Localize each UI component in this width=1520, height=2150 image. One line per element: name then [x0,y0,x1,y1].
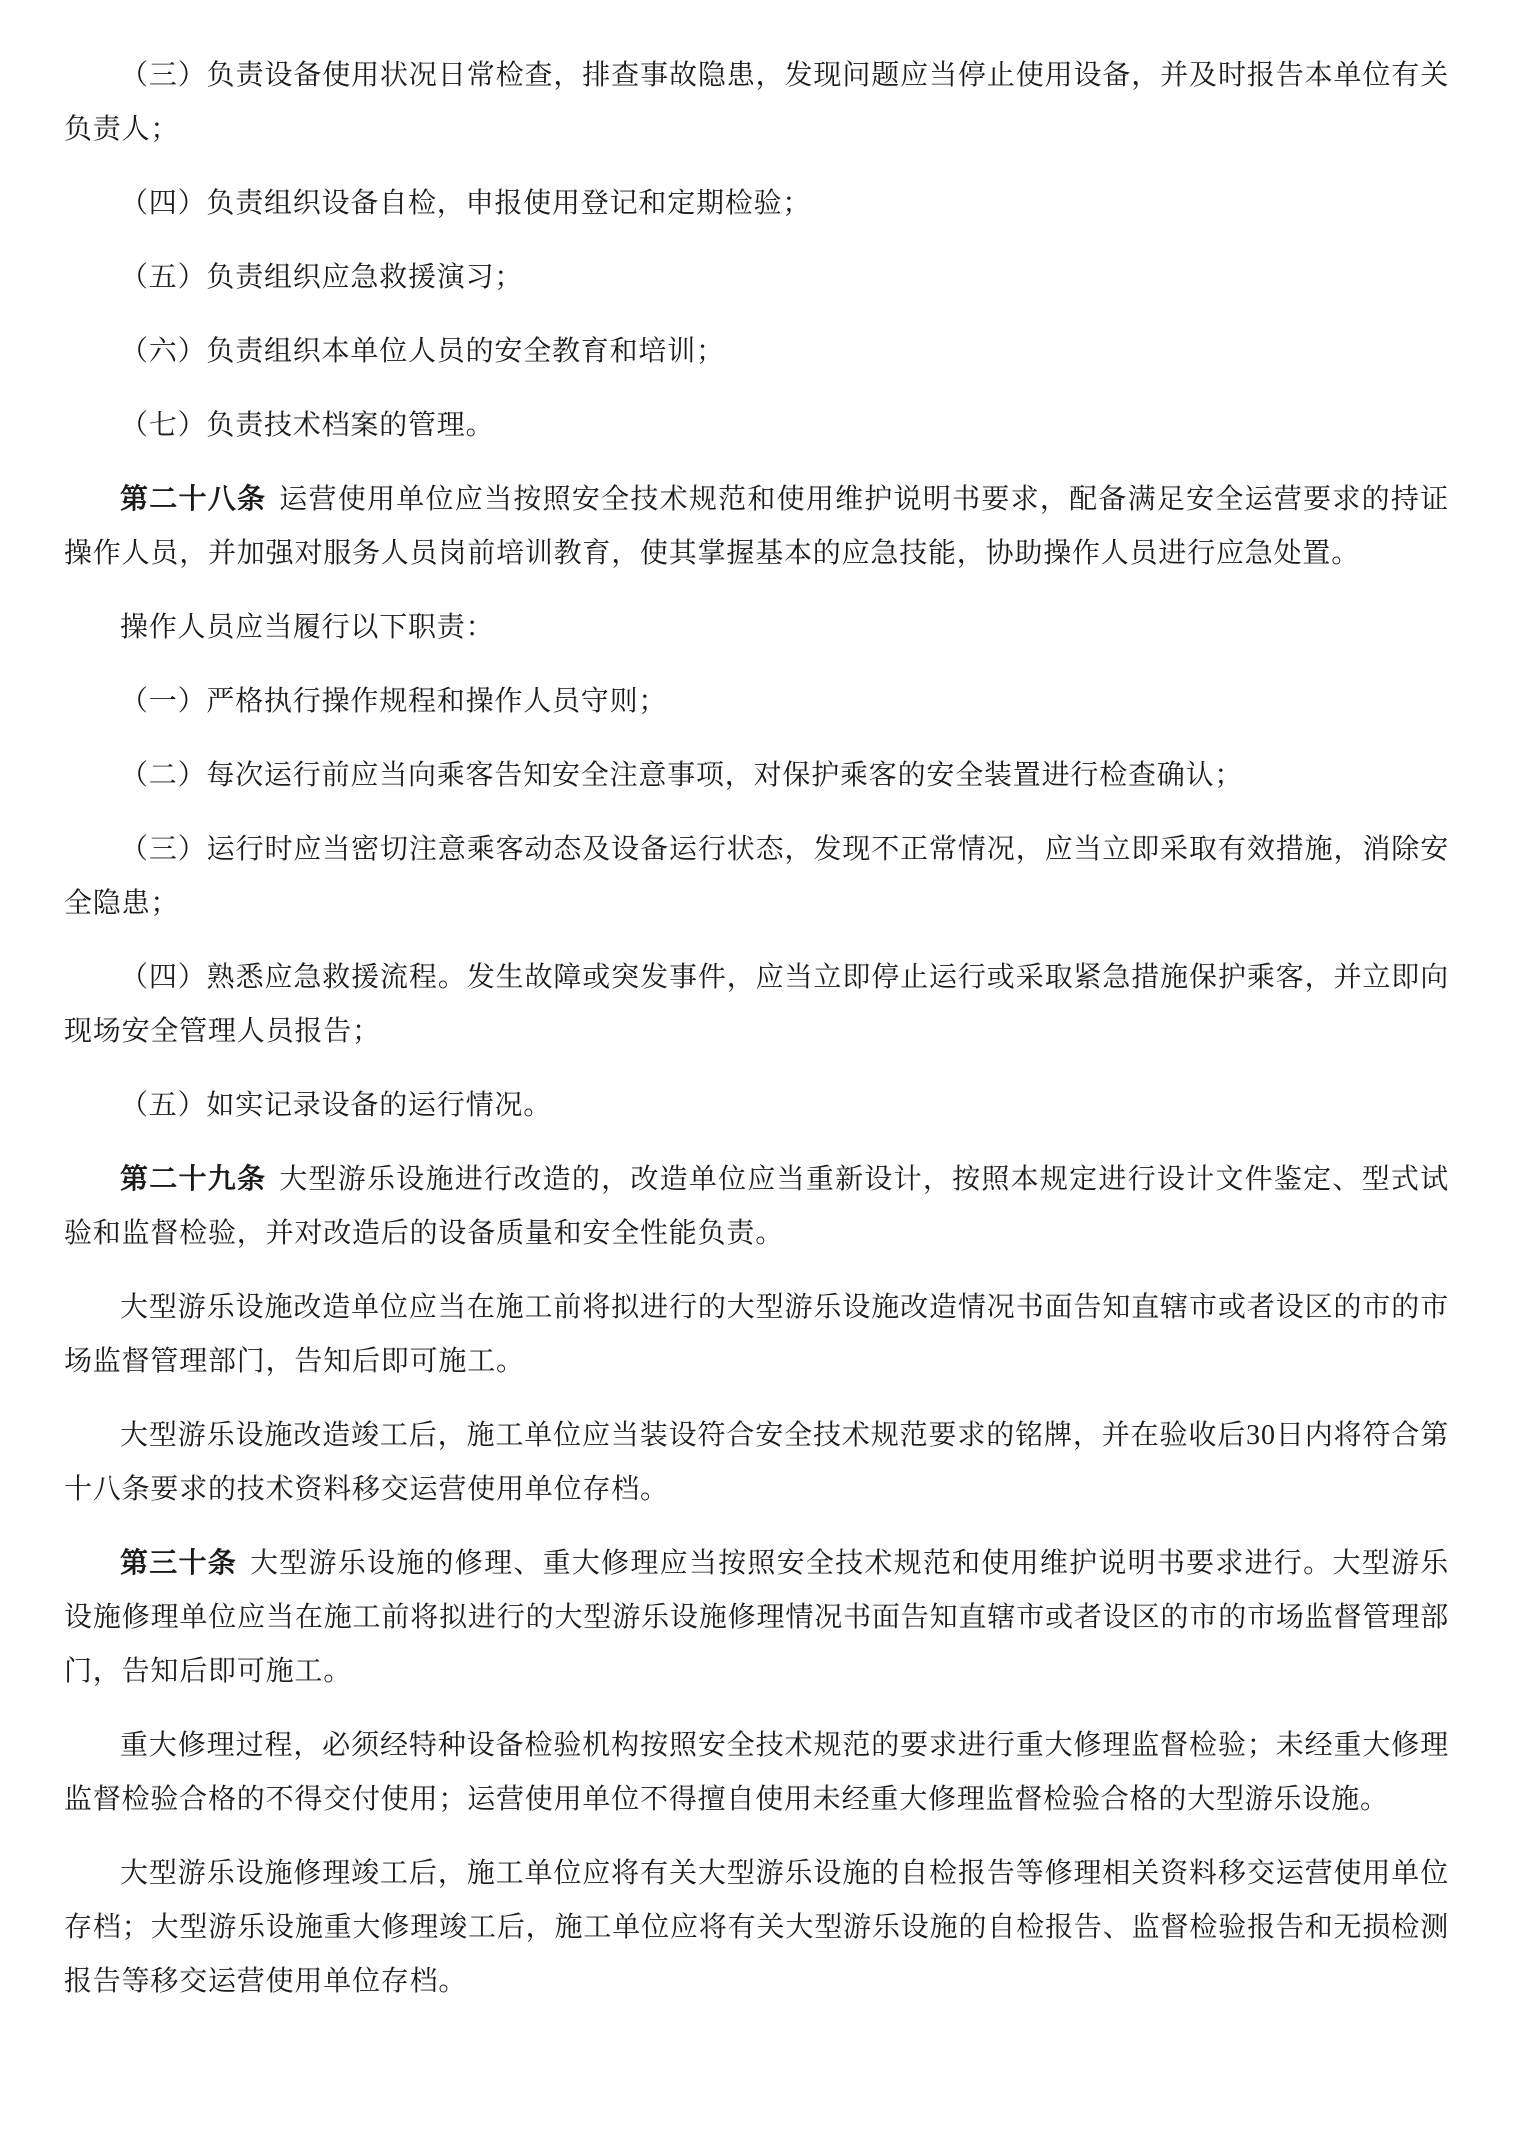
paragraph-text: （六）负责组织本单位人员的安全教育和培训； [120,336,725,367]
paragraph-text: 运营使用单位应当按照安全技术规范和使用维护说明书要求，配备满足安全运营要求的持证操作人员，并加强对服务人员岗前培训教育，使其掌握基本的应急技能，协助操作人员进行应急处置。 [64,484,1449,569]
list-item-paragraph [64,749,1449,803]
article-number: 第二十九条 [120,1164,267,1195]
paragraph-text: 大型游乐设施的修理、重大修理应当按照安全技术规范和使用维护说明书要求进行。大型游乐设施修理单位应当在施工前将拟进行的大型游乐设施修理情况书面告知直辖市或者设区的市的市场监督管理部门，告知后即可施工。 [64,1548,1450,1687]
list-item-paragraph [64,823,1449,931]
paragraph-text: （三）运行时应当密切注意乘客动态及设备运行状态，发现不正常情况，应当立即采取有效措施，消除安全隐患； [64,834,1449,919]
list-item-paragraph [64,177,1449,231]
paragraph-text: （一）严格执行操作规程和操作人员守则； [120,686,668,717]
paragraph-text: （四）负责组织设备自检，申报使用登记和定期检验； [120,188,812,219]
paragraph-text: （七）负责技术档案的管理。 [120,410,495,441]
paragraph-text: （二）每次运行前应当向乘客告知安全注意事项，对保护乘客的安全装置进行检查确认； [120,760,1244,791]
paragraph [64,1847,1449,2009]
list-item-paragraph [64,675,1449,729]
paragraph-text: 大型游乐设施改造单位应当在施工前将拟进行的大型游乐设施改造情况书面告知直辖市或者设区的市的市场监督管理部门，告知后即可施工。 [64,1292,1449,1377]
paragraph-text: （五）如实记录设备的运行情况。 [120,1090,553,1121]
list-item-paragraph [64,251,1449,305]
list-item-paragraph [64,325,1449,379]
article-number: 第二十八条 [120,484,267,515]
paragraph-text: 大型游乐设施修理竣工后，施工单位应将有关大型游乐设施的自检报告等修理相关资料移交运营使用单位存档；大型游乐设施重大修理竣工后，施工单位应将有关大型游乐设施的自检报告、监督检验报告和无损检测报告等移交运营使用单位存档。 [64,1858,1449,1997]
paragraph-text: （四）熟悉应急救援流程。发生故障或突发事件，应当立即停止运行或采取紧急措施保护乘客，并立即向现场安全管理人员报告； [64,962,1449,1047]
paragraph [64,1281,1449,1389]
paragraph [64,601,1449,655]
article-paragraph [64,473,1449,581]
paragraph [64,1409,1449,1517]
paragraph-text: （三）负责设备使用状况日常检查，排查事故隐患，发现问题应当停止使用设备，并及时报告本单位有关负责人； [64,60,1449,145]
paragraph-text: （五）负责组织应急救援演习； [120,262,524,293]
paragraph-text: 大型游乐设施改造竣工后，施工单位应当装设符合安全技术规范要求的铭牌，并在验收后30日内将符合第十八条要求的技术资料移交运营使用单位存档。 [64,1420,1449,1505]
list-item-paragraph [64,399,1449,453]
article-number: 第三十条 [120,1548,238,1579]
list-item-paragraph [64,49,1449,157]
article-paragraph [64,1153,1449,1261]
list-item-paragraph [64,951,1449,1059]
paragraph-text: 重大修理过程，必须经特种设备检验机构按照安全技术规范的要求进行重大修理监督检验；未经重大修理监督检验合格的不得交付使用；运营使用单位不得擅自使用未经重大修理监督检验合格的大型游乐设施。 [64,1730,1449,1815]
list-item-paragraph [64,1079,1449,1133]
paragraph-text: 操作人员应当履行以下职责： [120,612,495,643]
paragraph [64,1719,1449,1827]
article-paragraph [64,1537,1449,1699]
paragraph-text: 大型游乐设施进行改造的，改造单位应当重新设计，按照本规定进行设计文件鉴定、型式试验和监督检验，并对改造后的设备质量和安全性能负责。 [64,1164,1449,1249]
